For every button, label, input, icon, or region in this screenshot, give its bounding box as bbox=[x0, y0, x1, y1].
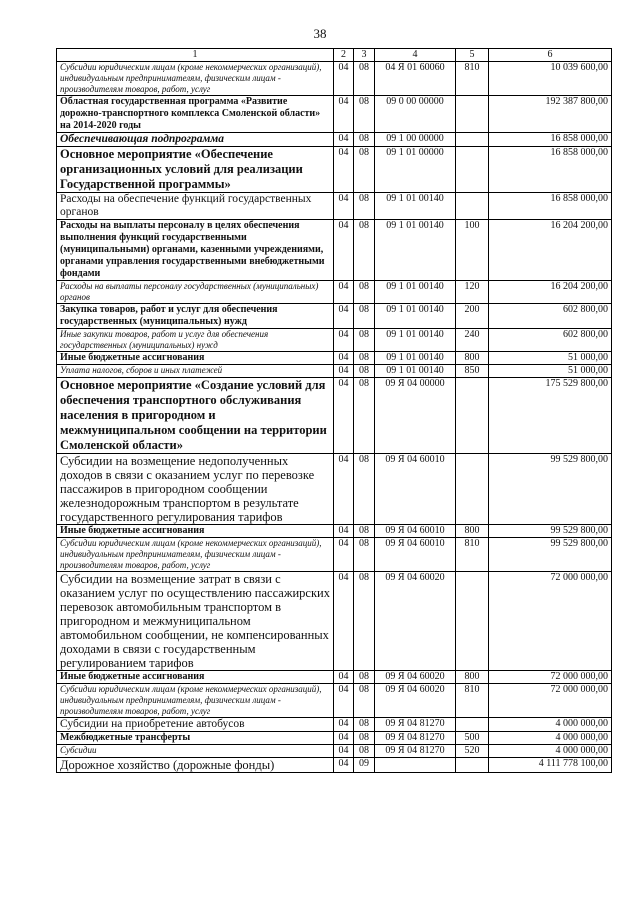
table-row bbox=[57, 671, 612, 684]
expense-type-code: 850 bbox=[456, 365, 489, 378]
amount: 99 529 800,00 bbox=[489, 538, 612, 572]
expense-type-code: 500 bbox=[456, 732, 489, 745]
section-code: 04 bbox=[334, 572, 354, 671]
line-item-name: Субсидии на возмещение затрат в связи с оказанием услуг по осуществлению пассажирских перевозок автомобильным транспортом в пригородном и межмуниципальном автомобильном сообщении, не компенсированных доходами в связи с государственным регулированием тарифов bbox=[57, 572, 334, 671]
column-header: 2 bbox=[334, 49, 354, 62]
target-article-code: 09 1 01 00140 bbox=[375, 365, 456, 378]
section-code: 04 bbox=[334, 304, 354, 329]
section-code: 04 bbox=[334, 538, 354, 572]
section-code: 04 bbox=[334, 352, 354, 365]
amount: 602 800,00 bbox=[489, 329, 612, 352]
subsection-code: 08 bbox=[354, 745, 375, 758]
target-article-code: 09 Я 04 81270 bbox=[375, 718, 456, 732]
target-article-code: 09 1 01 00140 bbox=[375, 329, 456, 352]
amount: 16 204 200,00 bbox=[489, 220, 612, 281]
line-item-name: Областная государственная программа «Развитие дорожно-транспортного комплекса Смоленской области» на 2014-2020 годы bbox=[57, 96, 334, 133]
expense-type-code bbox=[456, 193, 489, 220]
amount: 175 529 800,00 bbox=[489, 378, 612, 454]
line-item-name: Субсидии bbox=[57, 745, 334, 758]
subsection-code: 08 bbox=[354, 352, 375, 365]
section-code: 04 bbox=[334, 684, 354, 718]
amount: 16 858 000,00 bbox=[489, 193, 612, 220]
table-row bbox=[57, 133, 612, 147]
expense-type-code: 800 bbox=[456, 352, 489, 365]
section-code: 04 bbox=[334, 193, 354, 220]
target-article-code: 09 Я 04 60010 bbox=[375, 454, 456, 525]
subsection-code: 08 bbox=[354, 147, 375, 193]
line-item-name: Субсидии на возмещение недополученных доходов в связи с оказанием услуг по перевозке пассажиров в пригородном сообщении железнодорожным транспортом в результате государственного регулирования тарифов bbox=[57, 454, 334, 525]
table-row bbox=[57, 718, 612, 732]
section-code: 04 bbox=[334, 718, 354, 732]
section-code: 04 bbox=[334, 732, 354, 745]
subsection-code: 08 bbox=[354, 133, 375, 147]
table-row bbox=[57, 378, 612, 454]
target-article-code: 09 Я 04 00000 bbox=[375, 378, 456, 454]
subsection-code: 08 bbox=[354, 718, 375, 732]
expense-type-code: 200 bbox=[456, 304, 489, 329]
amount: 602 800,00 bbox=[489, 304, 612, 329]
target-article-code: 09 Я 04 60020 bbox=[375, 684, 456, 718]
budget-rows bbox=[57, 62, 612, 773]
table-row bbox=[57, 147, 612, 193]
line-item-name: Уплата налогов, сборов и иных платежей bbox=[57, 365, 334, 378]
target-article-code: 09 0 00 00000 bbox=[375, 96, 456, 133]
section-code: 04 bbox=[334, 329, 354, 352]
table-row bbox=[57, 220, 612, 281]
target-article-code bbox=[375, 758, 456, 773]
table-row bbox=[57, 281, 612, 304]
expense-type-code: 810 bbox=[456, 684, 489, 718]
table-row bbox=[57, 732, 612, 745]
amount: 4 000 000,00 bbox=[489, 718, 612, 732]
line-item-name: Субсидии на приобретение автобусов bbox=[57, 718, 334, 732]
amount: 51 000,00 bbox=[489, 365, 612, 378]
table-row bbox=[57, 525, 612, 538]
section-code: 04 bbox=[334, 378, 354, 454]
target-article-code: 09 1 00 00000 bbox=[375, 133, 456, 147]
subsection-code: 08 bbox=[354, 572, 375, 671]
table-row bbox=[57, 329, 612, 352]
section-code: 04 bbox=[334, 454, 354, 525]
amount: 16 858 000,00 bbox=[489, 133, 612, 147]
table-row bbox=[57, 454, 612, 525]
target-article-code: 09 Я 04 60010 bbox=[375, 538, 456, 572]
line-item-name: Иные закупки товаров, работ и услуг для обеспечения государственных (муниципальных) нужд bbox=[57, 329, 334, 352]
section-code: 04 bbox=[334, 220, 354, 281]
amount: 72 000 000,00 bbox=[489, 671, 612, 684]
target-article-code: 09 1 01 00140 bbox=[375, 193, 456, 220]
amount: 99 529 800,00 bbox=[489, 525, 612, 538]
line-item-name: Основное мероприятие «Создание условий для обеспечения транспортного обслуживания населения в пригородном и межмуниципальном сообщении на территории Смоленской области» bbox=[57, 378, 334, 454]
expense-type-code: 100 bbox=[456, 220, 489, 281]
amount: 99 529 800,00 bbox=[489, 454, 612, 525]
expense-type-code: 240 bbox=[456, 329, 489, 352]
line-item-name: Иные бюджетные ассигнования bbox=[57, 352, 334, 365]
table-row bbox=[57, 684, 612, 718]
expense-type-code: 120 bbox=[456, 281, 489, 304]
amount: 4 000 000,00 bbox=[489, 732, 612, 745]
expense-type-code: 810 bbox=[456, 62, 489, 96]
line-item-name: Закупка товаров, работ и услуг для обеспечения государственных (муниципальных) нужд bbox=[57, 304, 334, 329]
target-article-code: 09 1 01 00140 bbox=[375, 352, 456, 365]
section-code: 04 bbox=[334, 671, 354, 684]
line-item-name: Субсидии юридическим лицам (кроме некоммерческих организаций), индивидуальным предпринимателям, физическим лицам - производителям товаров, работ, услуг bbox=[57, 684, 334, 718]
subsection-code: 08 bbox=[354, 454, 375, 525]
expense-type-code bbox=[456, 378, 489, 454]
amount: 4 111 778 100,00 bbox=[489, 758, 612, 773]
amount: 192 387 800,00 bbox=[489, 96, 612, 133]
subsection-code: 08 bbox=[354, 684, 375, 718]
table-row bbox=[57, 304, 612, 329]
target-article-code: 04 Я 01 60060 bbox=[375, 62, 456, 96]
table-row bbox=[57, 352, 612, 365]
expense-type-code: 800 bbox=[456, 525, 489, 538]
expense-type-code: 520 bbox=[456, 745, 489, 758]
line-item-name: Иные бюджетные ассигнования bbox=[57, 671, 334, 684]
expense-type-code bbox=[456, 758, 489, 773]
target-article-code: 09 Я 04 81270 bbox=[375, 732, 456, 745]
expense-type-code: 810 bbox=[456, 538, 489, 572]
subsection-code: 08 bbox=[354, 671, 375, 684]
target-article-code: 09 Я 04 60010 bbox=[375, 525, 456, 538]
section-code: 04 bbox=[334, 525, 354, 538]
expense-type-code bbox=[456, 133, 489, 147]
table-row bbox=[57, 365, 612, 378]
expense-type-code bbox=[456, 147, 489, 193]
section-code: 04 bbox=[334, 147, 354, 193]
amount: 10 039 600,00 bbox=[489, 62, 612, 96]
subsection-code: 08 bbox=[354, 732, 375, 745]
subsection-code: 08 bbox=[354, 62, 375, 96]
subsection-code: 09 bbox=[354, 758, 375, 773]
line-item-name: Субсидии юридическим лицам (кроме некоммерческих организаций), индивидуальным предпринимателям, физическим лицам - производителям товаров, работ, услуг bbox=[57, 62, 334, 96]
subsection-code: 08 bbox=[354, 304, 375, 329]
amount: 72 000 000,00 bbox=[489, 684, 612, 718]
line-item-name: Обеспечивающая подпрограмма bbox=[57, 133, 334, 147]
table-row bbox=[57, 193, 612, 220]
subsection-code: 08 bbox=[354, 96, 375, 133]
expense-type-code: 800 bbox=[456, 671, 489, 684]
table-row bbox=[57, 538, 612, 572]
target-article-code: 09 1 01 00000 bbox=[375, 147, 456, 193]
line-item-name: Межбюджетные трансферты bbox=[57, 732, 334, 745]
budget-table bbox=[56, 48, 612, 773]
section-code: 04 bbox=[334, 281, 354, 304]
line-item-name: Расходы на выплаты персоналу в целях обеспечения выполнения функций государственными (муниципальными) органами, казенными учреждениями, органами управления государственными внебюджетными фондами bbox=[57, 220, 334, 281]
line-item-name: Основное мероприятие «Обеспечение организационных условий для реализации Государственной программы» bbox=[57, 147, 334, 193]
section-code: 04 bbox=[334, 758, 354, 773]
target-article-code: 09 1 01 00140 bbox=[375, 281, 456, 304]
subsection-code: 08 bbox=[354, 538, 375, 572]
amount: 16 858 000,00 bbox=[489, 147, 612, 193]
column-header: 6 bbox=[489, 49, 612, 62]
subsection-code: 08 bbox=[354, 525, 375, 538]
line-item-name: Расходы на обеспечение функций государственных органов bbox=[57, 193, 334, 220]
target-article-code: 09 Я 04 81270 bbox=[375, 745, 456, 758]
subsection-code: 08 bbox=[354, 329, 375, 352]
table-row bbox=[57, 758, 612, 773]
target-article-code: 09 Я 04 60020 bbox=[375, 572, 456, 671]
section-code: 04 bbox=[334, 365, 354, 378]
column-header: 4 bbox=[375, 49, 456, 62]
section-code: 04 bbox=[334, 96, 354, 133]
section-code: 04 bbox=[334, 745, 354, 758]
column-header: 5 bbox=[456, 49, 489, 62]
table-row bbox=[57, 96, 612, 133]
table-row bbox=[57, 572, 612, 671]
amount: 16 204 200,00 bbox=[489, 281, 612, 304]
subsection-code: 08 bbox=[354, 378, 375, 454]
amount: 51 000,00 bbox=[489, 352, 612, 365]
line-item-name: Иные бюджетные ассигнования bbox=[57, 525, 334, 538]
column-number-header-row bbox=[57, 49, 612, 62]
table-row bbox=[57, 62, 612, 96]
section-code: 04 bbox=[334, 133, 354, 147]
subsection-code: 08 bbox=[354, 220, 375, 281]
amount: 72 000 000,00 bbox=[489, 572, 612, 671]
expense-type-code bbox=[456, 718, 489, 732]
section-code: 04 bbox=[334, 62, 354, 96]
line-item-name: Субсидии юридическим лицам (кроме некоммерческих организаций), индивидуальным предпринимателям, физическим лицам - производителям товаров, работ, услуг bbox=[57, 538, 334, 572]
expense-type-code bbox=[456, 572, 489, 671]
target-article-code: 09 Я 04 60020 bbox=[375, 671, 456, 684]
page-number: 38 bbox=[313, 26, 327, 41]
subsection-code: 08 bbox=[354, 193, 375, 220]
subsection-code: 08 bbox=[354, 281, 375, 304]
expense-type-code bbox=[456, 454, 489, 525]
line-item-name: Расходы на выплаты персоналу государственных (муниципальных) органов bbox=[57, 281, 334, 304]
table-row bbox=[57, 745, 612, 758]
amount: 4 000 000,00 bbox=[489, 745, 612, 758]
subsection-code: 08 bbox=[354, 365, 375, 378]
column-header: 1 bbox=[57, 49, 334, 62]
target-article-code: 09 1 01 00140 bbox=[375, 304, 456, 329]
line-item-name: Дорожное хозяйство (дорожные фонды) bbox=[57, 758, 334, 773]
expense-type-code bbox=[456, 96, 489, 133]
column-header: 3 bbox=[354, 49, 375, 62]
target-article-code: 09 1 01 00140 bbox=[375, 220, 456, 281]
